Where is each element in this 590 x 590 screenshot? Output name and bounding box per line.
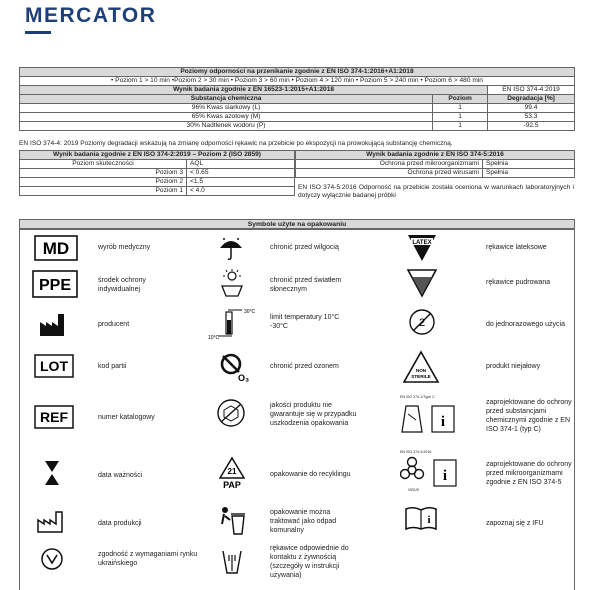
svg-text:REF: REF [40,409,68,425]
aql-table [19,150,295,196]
svg-text:STERILE: STERILE [411,374,431,379]
bin-icon [218,506,246,536]
ukraine-conformity-icon [40,547,64,571]
svg-text:PPE: PPE [38,277,72,294]
damaged-package-icon [215,398,247,428]
label-medical-device: wyrób medyczny [98,244,151,251]
label-recycling: opakowanie do recyklingu [270,471,351,478]
col-degradation: Degradacja [%] [488,95,575,104]
micro-table [295,150,575,178]
label-damaged-package: jakości produktu nie gwarantuje się w przypadku uszkodzenia opakowania [270,402,357,427]
label-temperature: limit temperatury 10°C -30°C [270,314,340,330]
logo-underline [25,31,51,34]
label-ppe: środek ochrony indywidualnej [98,277,146,293]
lot-box-icon [34,354,74,378]
svg-text:PAP: PAP [223,480,241,490]
label-powdered: rękawice pudrowana [486,279,551,286]
chemical-caption: EN ISO 374-1/Type C [400,395,435,399]
svg-text:21: 21 [227,467,237,476]
table-row: Poziom 1 < 4.0 [20,187,295,196]
svg-text:LATEX: LATEX [412,240,432,246]
biohazard-sub: VIRUS [408,488,419,492]
label-single-use: do jednorazowego użycia [486,321,565,328]
label-ukraine: zgodność z wymaganiami rynku ukraińskiego [98,551,198,567]
thermometer-icon [206,306,264,340]
svg-text:i: i [440,414,446,430]
non-sterile-icon [402,350,440,384]
latex-icon [407,233,437,263]
svg-text:NON: NON [415,368,427,373]
label-chemical: zaprojektowane do ochrony przed substancjami chemicznymi zgodnie z EN ISO 374-1 (typ C) [486,399,572,433]
svg-text:i: i [442,468,448,484]
table-row: Ochrona przed wirusami Spełnia [296,169,575,178]
table-row: Poziom 2 <1.5 [20,178,295,187]
manufacture-date-icon [36,510,68,534]
svg-text:O₃: O₃ [238,373,249,382]
powdered-icon [407,268,437,298]
table-row: 30% Nadtlenek wodoru (P) 1 -92.5 [20,122,575,131]
svg-text:LOT: LOT [40,358,68,374]
md-box-icon [34,235,78,261]
table1-result-right: EN ISO 374-4:2019 [488,86,575,95]
table-row: 96% Kwas siarkowy (L) 1 99.4 [20,104,575,113]
ppe-box-icon [32,270,78,298]
label-moisture: chronić przed wilgocią [270,244,339,251]
table-row: Poziom 3 < 0.65 [20,169,295,178]
label-ref: numer katalogowy [98,414,155,421]
svg-text:2: 2 [418,317,426,329]
permeation-table [19,67,575,131]
table-row: Ochrona przed mikroorganizmami Spełnia [296,160,575,169]
col-substance: Substancja chemiczna [20,95,433,104]
col-performance-level: Poziom skuteczności [20,160,187,169]
col-aql: AQL [187,160,295,169]
food-contact-icon [220,549,246,579]
table3-title: Wynik badania zgodnie z EN ISO 374-5:2016 [296,151,575,160]
sunlight-icon [218,268,246,298]
chemical-flask-icon [400,402,456,434]
ifu-icon [404,505,438,531]
label-manufacturer: producent [98,321,130,328]
table3-note: EN ISO 374-5:2016 Odporność na przebicie została oceniona w warunkach laboratoryjnych i dotyczy wyłącznie badanej próbki [298,184,574,199]
svg-text:30°C: 30°C [244,309,256,315]
label-production-date: data produkcji [98,520,142,527]
label-latex: rękawice lateksowe [486,244,547,251]
label-biohazard: zaprojektowane do ochrony przed mikroorganizmami zgodnie z EN ISO 374-5 [486,461,572,486]
ozone-icon [219,352,249,382]
hourglass-icon [44,460,60,486]
label-ifu: zapoznaj się z IFU [486,520,544,527]
ref-box-icon [34,405,74,429]
single-use-icon [408,308,436,336]
label-expiry: data ważności [98,472,143,479]
note-374-4: EN ISO 374-4: 2019 Poziomy degradacji wskazują na zmianę odporności rękawic na przebicie po ekspozycji na prowokującą substancję chemiczną. [19,140,453,147]
label-food-contact: rękawice odpowiednie do kontaktu z żywnością (szczegóły w instrukcji używania) [270,545,349,579]
label-ozone: chronić przed ozonem [270,363,339,370]
symbols-title: Symbole użyte na opakowaniu [19,219,575,229]
table1-title: Poziomy odporności na przenikanie zgodnie z EN ISO 374-1:2016+A1:2018 [20,68,575,77]
label-non-sterile: produkt niejałowy [486,363,541,370]
label-lot: kod partii [98,363,127,370]
table-row: 65% Kwas azotowy (M) 1 53.3 [20,113,575,122]
brand-logo: MERCATOR [25,4,157,27]
umbrella-icon [218,236,244,262]
svg-text:i: i [427,514,431,526]
col-level: Poziom [433,95,488,104]
recycling-icon [218,456,246,490]
svg-text:10°C: 10°C [208,335,220,340]
biohazard-caption: EN ISO 374-5:2016 [400,450,432,454]
table1-levels: • Poziom 1 > 10 min •Poziom 2 > 30 min • Poziom 3 > 60 min • Poziom 4 > 120 min • Poziom 5 > 240 min • Poziom 6 > 480 min [20,77,575,86]
table2-title: Wynik badania zgodnie z EN ISO 374-2:2019 – Poziom 2 (ISO 2859) [20,151,295,160]
label-waste: opakowanie można traktować jako odpad komunalny [270,509,337,534]
table1-result-left: Wynik badania zgodnie z EN 16523-1:2015+A1:2018 [20,86,488,95]
label-sunlight: chronić przed światłem słonecznym [270,277,342,293]
svg-text:MD: MD [42,239,70,258]
biohazard-icon [400,456,458,490]
manufacturer-icon [38,312,70,338]
